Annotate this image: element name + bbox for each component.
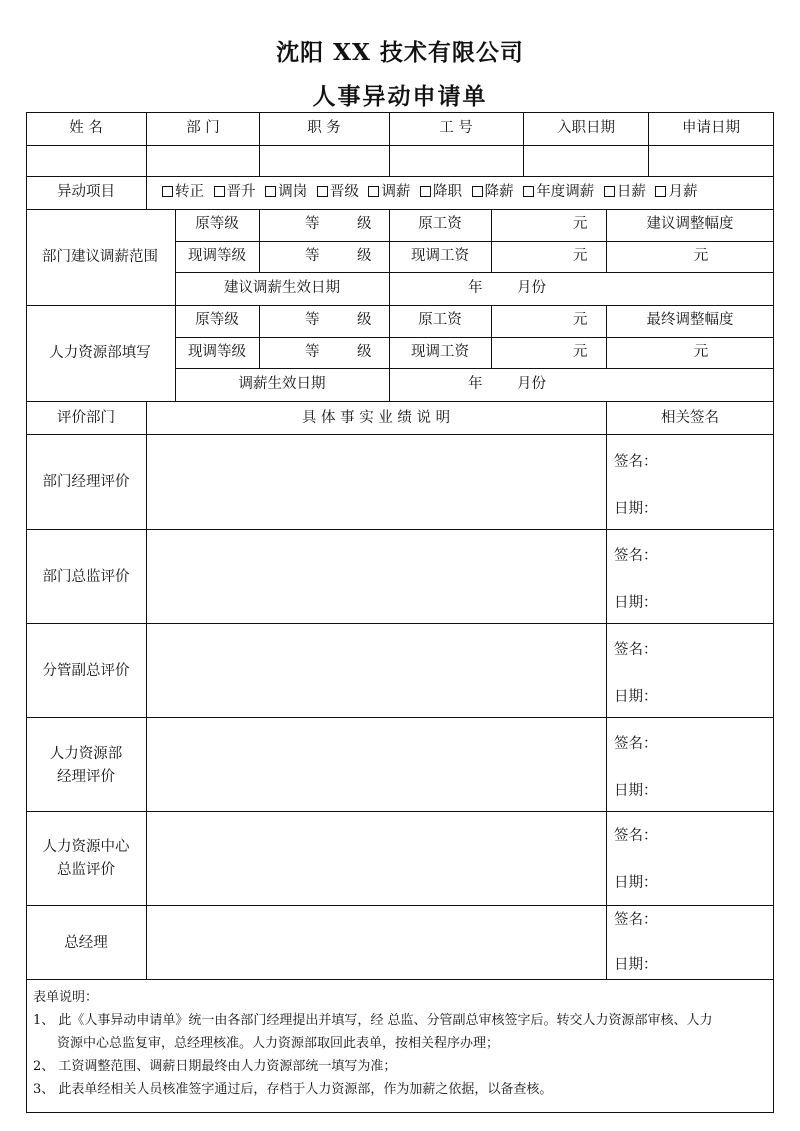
checkbox-icon[interactable] xyxy=(655,186,666,197)
eval-row-label: 总监评价 xyxy=(57,862,115,878)
header-apply-date: 申请日期 xyxy=(682,120,740,136)
checkbox-icon[interactable] xyxy=(523,186,534,197)
date-label: 日期： xyxy=(614,501,658,517)
eval-dept-header: 评价部门 xyxy=(57,410,115,426)
sign-label: 签名： xyxy=(614,454,658,470)
grade-unit: 等 xyxy=(305,248,320,264)
change-label: 异动项目 xyxy=(57,184,115,200)
eval-row-label: 经理评价 xyxy=(57,769,115,785)
checkbox-item[interactable]: 年度调薪 xyxy=(523,184,594,200)
checkbox-icon[interactable] xyxy=(265,186,276,197)
eval-row-label: 总经理 xyxy=(64,935,108,951)
checkbox-item[interactable]: 日薪 xyxy=(604,184,646,200)
hr-adjust-range-label: 最终调整幅度 xyxy=(646,312,734,328)
date-label: 日期： xyxy=(614,595,658,611)
dept-section-label: 部门建议调薪范围 xyxy=(42,249,158,265)
notes-title: 表单说明： xyxy=(33,990,99,1005)
hr-effective-label: 调薪生效日期 xyxy=(238,376,326,392)
eval-desc-header: 具 体 事 实 业 绩 说 明 xyxy=(301,410,451,426)
grade-unit: 等 xyxy=(305,312,320,328)
grade-unit: 级 xyxy=(357,312,372,328)
header-dept: 部 门 xyxy=(186,120,220,136)
header-name: 姓 名 xyxy=(69,120,103,136)
hr-curr-salary-label: 现调工资 xyxy=(411,344,469,360)
dept-adjust-range-label: 建议调整幅度 xyxy=(646,216,734,232)
change-items xyxy=(162,185,702,200)
hr-orig-salary-label: 原工资 xyxy=(418,312,462,328)
header-job-no: 工 号 xyxy=(439,120,473,136)
checkbox-item[interactable]: 降薪 xyxy=(472,184,514,200)
sign-label: 签名： xyxy=(614,642,658,658)
yuan-unit: 元 xyxy=(573,216,588,232)
date-label: 日期： xyxy=(614,957,658,973)
grade-unit: 级 xyxy=(357,344,372,360)
checkbox-item[interactable]: 降职 xyxy=(420,184,462,200)
checkbox-icon[interactable] xyxy=(604,186,615,197)
date-label: 日期： xyxy=(614,783,658,799)
checkbox-item[interactable]: 晋升 xyxy=(214,184,256,200)
sign-label: 签名： xyxy=(614,828,658,844)
notes-line: 1、 此《人事异动申请单》统一由各部门经理提出并填写，经 总监、分管副总审核签字后。转交人力资源部审核、人力 xyxy=(33,1013,713,1028)
checkbox-item[interactable]: 调薪 xyxy=(368,184,410,200)
grade-unit: 等 xyxy=(305,344,320,360)
checkbox-icon[interactable] xyxy=(317,186,328,197)
checkbox-icon[interactable] xyxy=(472,186,483,197)
checkbox-item[interactable]: 调岗 xyxy=(265,184,307,200)
checkbox-icon[interactable] xyxy=(368,186,379,197)
checkbox-icon[interactable] xyxy=(420,186,431,197)
company-name: 沈阳 XX 技术有限公司 xyxy=(276,39,524,66)
eval-row-label: 部门总监评价 xyxy=(42,569,130,585)
hr-section-label: 人力资源部填写 xyxy=(49,345,151,361)
dept-orig-grade-label: 原等级 xyxy=(195,216,239,232)
header-hire-date: 入职日期 xyxy=(557,120,615,136)
checkbox-item[interactable]: 转正 xyxy=(162,184,204,200)
date-label: 日期： xyxy=(614,875,658,891)
dept-curr-salary-label: 现调工资 xyxy=(411,248,469,264)
yuan-unit: 元 xyxy=(693,344,709,360)
checkbox-item[interactable]: 月薪 xyxy=(655,184,697,200)
yuan-unit: 元 xyxy=(693,248,709,264)
year-unit: 年 xyxy=(468,376,483,392)
dept-effective-label: 建议调薪生效日期 xyxy=(224,280,340,296)
month-unit: 月份 xyxy=(517,376,546,392)
grade-unit: 级 xyxy=(357,248,372,264)
eval-row-label: 部门经理评价 xyxy=(42,474,130,490)
dept-orig-salary-label: 原工资 xyxy=(418,216,462,232)
checkbox-item[interactable]: 晋级 xyxy=(317,184,359,200)
eval-row-label: 人力资源中心 xyxy=(42,839,130,855)
grade-unit: 级 xyxy=(357,216,372,232)
notes-line: 2、 工资调整范围、调薪日期最终由人力资源部统一填写为准； xyxy=(33,1059,397,1074)
eval-row-label: 分管副总评价 xyxy=(42,663,130,679)
date-label: 日期： xyxy=(614,689,658,705)
notes-line: 资源中心总监复审，总经理核准。人力资源部取回此表单，按相关程序办理； xyxy=(57,1036,500,1051)
yuan-unit: 元 xyxy=(573,248,588,264)
hr-orig-grade-label: 原等级 xyxy=(195,312,239,328)
form-notes xyxy=(33,986,713,1101)
yuan-unit: 元 xyxy=(573,344,588,360)
sign-label: 签名： xyxy=(614,912,658,928)
notes-line: 3、 此表单经相关人员核准签字通过后，存档于人力资源部，作为加薪之依据，以备查核。 xyxy=(33,1082,553,1097)
sign-label: 签名： xyxy=(614,736,658,752)
eval-sign-header: 相关签名 xyxy=(661,410,719,426)
year-unit: 年 xyxy=(468,280,483,296)
yuan-unit: 元 xyxy=(573,312,588,328)
sign-label: 签名： xyxy=(614,548,658,564)
header-position: 职 务 xyxy=(307,120,341,136)
eval-row-label: 人力资源部 xyxy=(49,746,123,762)
form-title: 人事异动申请单 xyxy=(312,83,488,110)
checkbox-icon[interactable] xyxy=(162,186,173,197)
hr-curr-grade-label: 现调等级 xyxy=(188,344,246,360)
dept-curr-grade-label: 现调等级 xyxy=(188,248,246,264)
month-unit: 月份 xyxy=(517,280,546,296)
grade-unit: 等 xyxy=(305,216,320,232)
checkbox-icon[interactable] xyxy=(214,186,225,197)
